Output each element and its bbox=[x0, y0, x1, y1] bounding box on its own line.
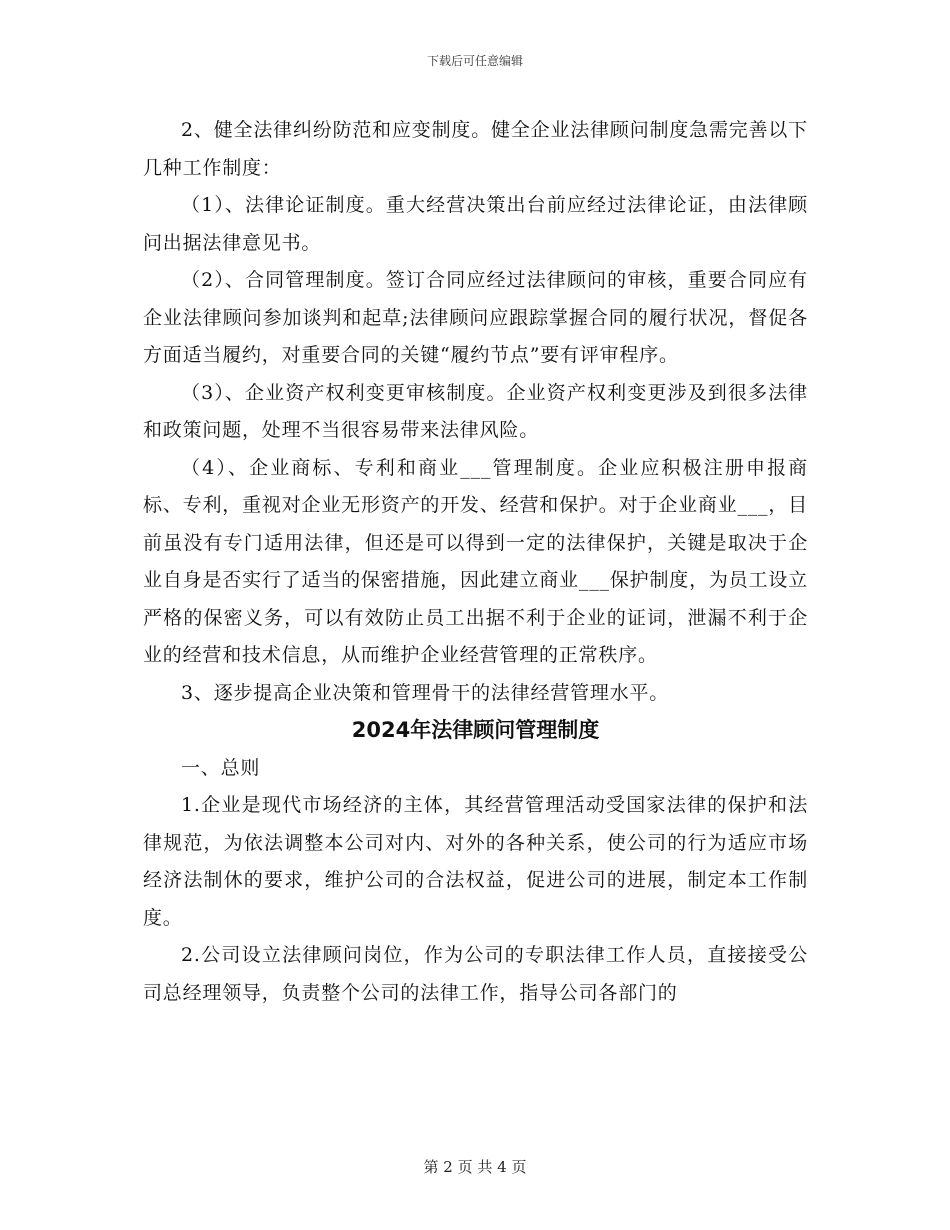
paragraph: （4）、企业商标、专利和商业___管理制度。企业应积极注册申报商标、专利，重视对企业无形资产的开发、经营和保护。对于企业商业___，目前虽没有专门适用法律，但还是可以得到一定的法律保护，关键是取决于企业自身是否实行了适当的保密措施，因此建立商业___保护制度，为员工设立严格的保密义务，可以有效防止员工出据不利于企业的证词，泄漏不利于企业的经营和技术信息，从而维护企业经营管理的正常秩序。 bbox=[143, 456, 808, 666]
paragraph: （3）、企业资产权利变更审核制度。企业资产权利变更涉及到很多法律和政策问题，处理不当很容易带来法律风险。 bbox=[143, 381, 808, 441]
paragraph: 3、逐步提高企业决策和管理骨干的法律经营管理水平。 bbox=[181, 681, 670, 704]
paragraph: 1.企业是现代市场经济的主体，其经营管理活动受国家法律的保护和法律规范，为依法调整本公司对内、对外的各种关系，使公司的行为适应市场经济法制休的要求，维护公司的合法权益，促进公司的进展，制定本工作制度。 bbox=[143, 794, 808, 929]
paragraph: （1）、法律论证制度。重大经营决策出台前应经过法律论证，由法律顾问出据法律意见书。 bbox=[143, 194, 808, 254]
paragraph: 2、健全法律纠纷防范和应变制度。健全企业法律顾问制度急需完善以下几种工作制度： bbox=[143, 119, 808, 179]
page-footer: 第 2 页 共 4 页 bbox=[423, 1158, 527, 1176]
document-title: 2024年法律顾问管理制度 bbox=[351, 718, 600, 742]
page-header: 下载后可任意编辑 bbox=[426, 54, 523, 68]
document-body bbox=[143, 112, 808, 1012]
paragraph: 2.公司设立法律顾问岗位，作为公司的专职法律工作人员，直接接受公司总经理领导，负责整个公司的法律工作，指导公司各部门的 bbox=[143, 944, 808, 1004]
paragraph: （2）、合同管理制度。签订合同应经过法律顾问的审核，重要合同应有企业法律顾问参加谈判和起草;法律顾问应跟踪掌握合同的履行状况，督促各方面适当履约，对重要合同的关键“履约节点”要有评审程序。 bbox=[143, 269, 808, 366]
section-heading: 一、总则 bbox=[181, 756, 261, 779]
